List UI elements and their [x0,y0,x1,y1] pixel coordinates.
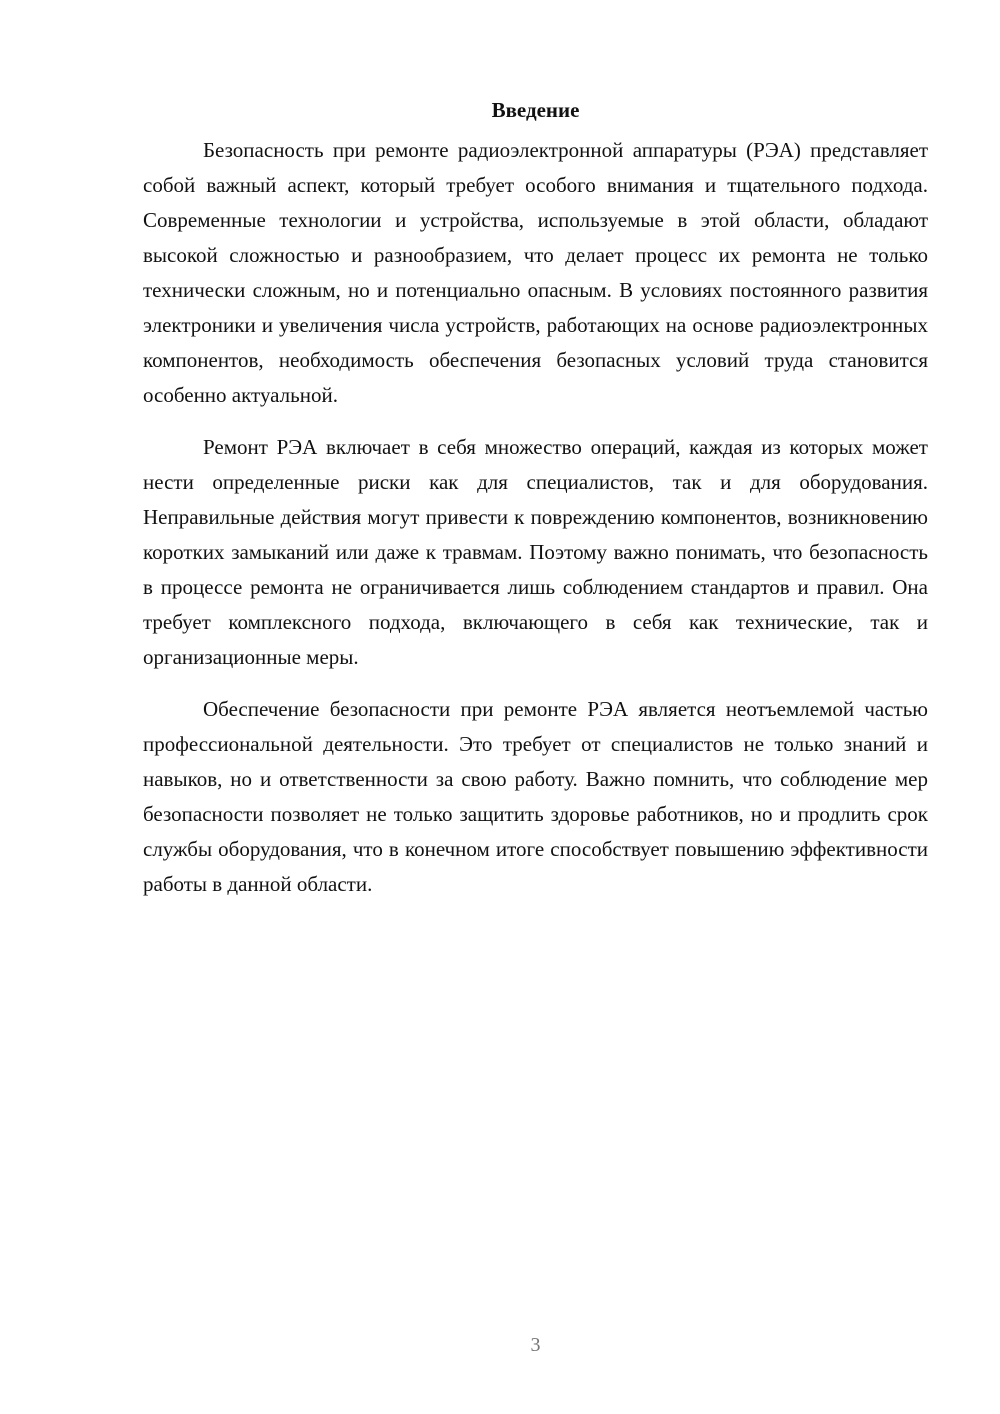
page-number: 3 [530,1334,541,1356]
paragraph-1: Безопасность при ремонте радиоэлектронной аппаратуры (РЭА) представляет собой важный аспект, который требует особого внимания и тщательного подхода. Современные технологии и устройства, используемые в этой области, обладают высокой сложностью и разнообразием, что делает процесс их ремонта не только технически сложным, но и потенциально опасным. В условиях постоянного развития электроники и увеличения числа устройств, работающих на основе радиоэлектронных компонентов, необходимость обеспечения безопасных условий труда становится особенно актуальной. [143,138,928,407]
document-body [143,95,928,919]
paragraph-2: Ремонт РЭА включает в себя множество операций, каждая из которых может нести определенные риски как для специалистов, так и для оборудования. Неправильные действия могут привести к повреждению компонентов, возникновению коротких замыканий или даже к травмам. Поэтому важно понимать, что безопасность в процессе ремонта не ограничивается лишь соблюдением стандартов и правил. Она требует комплексного подхода, включающего в себя как технические, так и организационные меры. [143,435,928,669]
section-title: Введение [491,98,580,122]
paragraph-3: Обеспечение безопасности при ремонте РЭА является неотъемлемой частью профессиональной деятельности. Это требует от специалистов не только знаний и навыков, но и ответственности за свою работу. Важно помнить, что соблюдение мер безопасности позволяет не только защитить здоровье работников, но и продлить срок службы оборудования, что в конечном итоге способствует повышению эффективности работы в данной области. [143,697,928,896]
